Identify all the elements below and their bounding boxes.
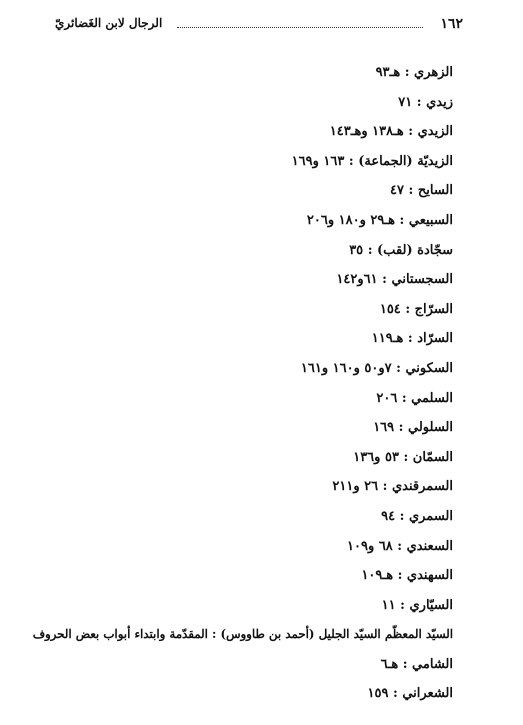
index-entry: سجّادة (لقب) : ٣٥ — [349, 242, 453, 258]
page-number: ١٦٢ — [440, 16, 463, 32]
index-entry: السمّان : ٥٣ و١٣٦ — [353, 449, 453, 465]
index-entry: السرّاد : هـ١١٩ — [371, 331, 453, 347]
index-entry: السرّاج : ١٥٤ — [379, 301, 453, 317]
index-entry: الزهري : هـ٩٣ — [375, 65, 453, 80]
index-entry: زيدي : ٧١ — [398, 94, 453, 110]
index-entry: السهندي : هـ١٠٩ — [361, 568, 453, 584]
index-entry: الزيديّة (الجماعة) : ١٦٣ و١٦٩ — [291, 153, 453, 169]
index-entry: الشعراني : ١٥٩ — [367, 686, 453, 702]
index-entry: السمري : ٩٤ — [381, 508, 453, 524]
index-entries — [32, 58, 453, 709]
index-entry: السكوني : ٧و٥٠ و١٦٠ و١٦١ — [300, 360, 453, 376]
running-title: الرجال لابن الغَضائريّ — [55, 16, 163, 30]
index-entry: السلولي : ١٦٩ — [373, 420, 453, 436]
index-entry: السعندي : ٦٨ و١٠٩ — [347, 538, 453, 554]
index-entry: السيّد المعظّم السيّد الجليل (أحمد بن طاووس) : المقدّمة وابتداء أبواب بعض الحروف — [32, 627, 453, 642]
index-entry: السيّاري : ١١ — [381, 597, 453, 613]
header-dot-leader — [177, 18, 423, 28]
index-entry: السمرقندي : ٢٦ و٢١١ — [332, 479, 453, 495]
index-entry: الزيدي : هـ١٣٨ وهـ١٤٣ — [329, 124, 453, 140]
index-entry: السلمي : ٢٠٦ — [376, 390, 453, 406]
index-entry: الشامي : هـ٦ — [380, 656, 453, 672]
index-entry: السجستاني : ٦١و١٤٢ — [336, 272, 453, 288]
page-header — [55, 14, 463, 38]
index-entry: السبيعي : هـ٢٩ و١٨٠ و٢٠٦ — [306, 212, 453, 228]
index-entry: السايح : ٤٧ — [390, 183, 453, 199]
